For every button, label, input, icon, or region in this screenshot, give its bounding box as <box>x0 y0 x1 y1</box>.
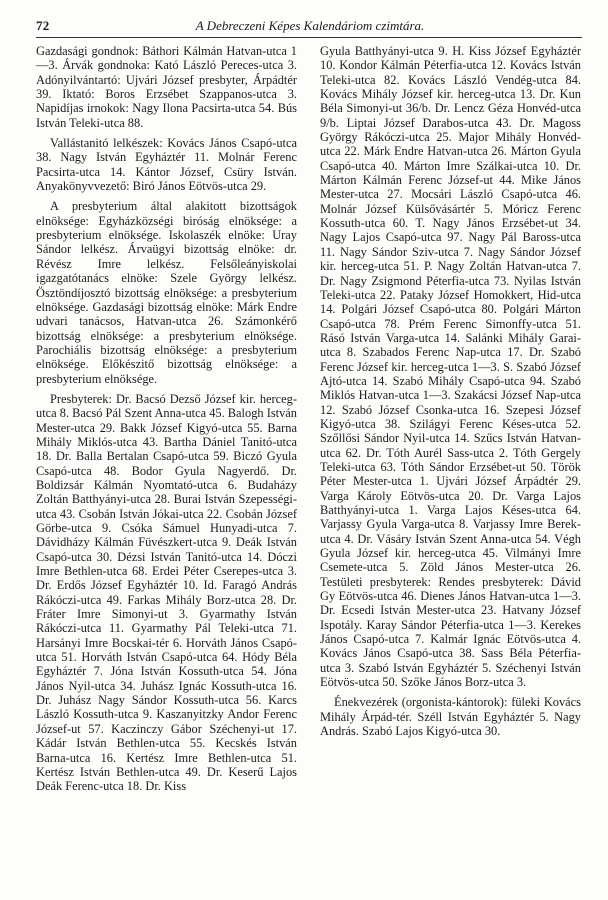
left-column <box>36 44 297 794</box>
paragraph-cantors: Énekvezérek (orgonista-kántorok): füleki Kovács Mihály Árpád-tér. Széll István Egyháztér 5. Nagy András. Szabó Lajos Kigyó-utca 30. <box>320 695 581 739</box>
right-column <box>320 44 581 739</box>
running-title: A Debreczeni Képes Kalendáriom czimtára. <box>195 18 425 33</box>
page-header <box>36 18 584 36</box>
paragraph-teaching-ministers: Vallástanitó lelkészek: Kovács János Csapó-utca 38. Nagy István Egyháztér 11. Molnár Ferenc Pacsirta-utca 14. Kántor József, Csüry István. Anyakönyvvezető: Biró János Eötvös-utca 29. <box>36 136 297 194</box>
page-number: 72 <box>36 18 50 33</box>
paragraph-presbyters-continued: Gyula Batthyányi-utca 9. H. Kiss József Egyháztér 10. Kondor Kálmán Péterfia-utca 12. Kovács István Teleki-utca 82. Kovács László Vendég-utca 84. Kovács Mihály József kir. herceg-utca 13. Dr. Kun Béla Simonyi-ut 36/b. Dr. Lencz Géza Honvéd-utca 9/b. Liptai József Darabos-utca 43. Dr. Magoss György Rákóczi-utca 25. Major Mihály Honvéd-utca 22. Márk Endre Hatvan-utca 26. Márton Gyula Csapó-utca 40. Márton Imre Szálkai-utca 10. Dr. Márton Kálmán Ferenc József-ut 44. Mike János Mester-utca 27. Mocsári László Csapó-utca 46. Molnár József Külsővásártér 5. Móricz Ferenc Kossuth-utca 60. T. Nagy János Erzsébet-ut 34. Nagy Lajos Csapó-utca 97. Nagy Pál Baross-utca 11. Nagy Sándor Sziv-utca 7. Nagy Sándor József kir. herceg-utca 51. P. Nagy Zoltán Hatvan-utca 7. Dr. Nagy Zsigmond Péterfia-utca 73. Nyilas István Teleki-utca 22. Pataky József Homokkert, Hid-utca 14. Polgári József Csapó-utca 80. Polgári Márton Csapó-utca 78. Prém Ferenc Simonffy-utca 51. Rásó István Varga-utca 14. Salánki Mihály Garai-utca 8. Szabados Ferenc Nap-utca 17. Dr. Szabó Ferenc József kir. herceg-utca 1—3. S. Szabó József Ajtó-utca 14. Szabó Mihály Csapó-utca 94. Szabó Miklós Hatvan-utca 1—3. Szakácsi József Nap-utca 12. Szabó József Csonka-utca 16. Szepesi József Kigyó-utca 38. Szilágyi Ferenc Késes-utca 52. Szőllősi Sándor Nyil-utca 14. Szűcs István Hatvan-utca 62. Dr. Tóth Aurél Sass-utca 2. Tóth Gergely Teleki-utca 63. Tóth Sándor Erzsébet-ut 50. Török Péter Mester-utca 1. Ujvári József Árpádtér 29. Varga Károly Eötvös-utca 20. Dr. Varga Lajos Batthyányi-utca 1. Varga Lajos Késes-utca 64. Varjassy Gyula Varga-utca 8. Varjassy Imre Berek-utca 4. Dr. Vásáry István Szent Anna-utca 54. Végh Gyula József kir. herceg-utca 45. Vilmányi Imre Csemete-utca 5. Zöld János Mester-utca 26. Testületi presbyterek: Rendes presbyterek: Dávid Gy Eötvös-utca 46. Dienes János Hatvan-utca 1—3. Dr. Ecsedi István Mester-utca 23. Hatvany József Ispotály. Karay Sándor Péterfia-utca 1—3. Kerekes János Csapó-utca 7. Kalmár Ignác Eötvös-utca 4. Kovács János Csapó-utca 38. Sass Béla Péterfia-utca 3. Szabó István Egyháztér 5. Széchenyi István Eötvös-utca 50. Szőke János Borz-utca 3. <box>320 44 581 690</box>
paragraph-officials: Gazdasági gondnok: Báthori Kálmán Hatvan-utca 1—3. Árvák gondnoka: Kató László Pereces-utca 3. Adónyilvántartó: Ujvári József presbyter, Árpádtér 39. Iktató: Boros Erzsébet Szappanos-utca 3. Napidíjas irnokok: Nagy Ilona Pacsirta-utca 54. Bús István Teleki-utca 88. <box>36 44 297 130</box>
paragraph-committees: A presbyterium által alakitott bizottságok elnöksége: Egyházközségi biróság elnöksége: a presbyterium elnöksége. Iskolaszék elnöke: Uray Sándor lelkész. Árvaügyi bizottság elnöke: dr. Révész Imre lelkész. Felsőleányiskolai igazgatótanács elnöke: Szele György lelkész. Ösztöndíjosztó bizottság elnöksége: a presbyterium elnöksége. Gazdasági bizottság elnöke: Márk Endre udvari tanácsos, Hatvan-utca 26. Számonkérő bizottság elnöksége: a presbyterium elnöksége. Parochiális bizottság elnöksége: a presbyterium elnöksége. Előkészitő bizottság elnöksége: a presbyterium elnöksége. <box>36 199 297 386</box>
header-rule <box>36 37 582 38</box>
paragraph-presbyters: Presbyterek: Dr. Bacsó Dezső József kir. herceg-utca 8. Bacsó Pál Szent Anna-utca 45. Balogh István Mester-utca 29. Bakk József Kigyó-utca 55. Barna Mihály Miklós-utca 43. Bartha Dániel Tanitó-utca 18. Dr. Balla Bertalan Csapó-utca 59. Biczó Gyula Csapó-utca 48. Bodor Gyula Nagyerdő. Dr. Boldizsár Kálmán Nyomtató-utca 6. Budaházy Zoltán Batthyányi-utca 28. Burai István Szepességi-utca 43. Csobán István Jókai-utca 22. Csobán József Görbe-utca 9. Csóka Sámuel Hunyadi-utca 7. Dávidházy Kálmán Füvészkert-utca 9. Deák István Csapó-utca 30. Dézsi István Tanitó-utca 14. Dóczi Imre Bethlen-utca 68. Erdei Péter Cserepes-utca 3. Dr. Erdős József Egyháztér 10. Id. Faragó András Rákóczi-utca 49. Farkas Mihály Borz-utca 28. Dr. Fráter Imre Simonyi-ut 3. Gyarmathy István Rákóczi-utca 11. Gyarmathy Pál Teleki-utca 71. Harsányi Imre Bocskai-tér 6. Horváth János Csapó-utca 51. Horváth István Csapó-utca 64. Hódy Béla Egyháztér 7. Jóna István Kossuth-utca 54. Jóna János Nyil-utca 34. Juhász Ignác Kossuth-utca 16. Dr. Juhász Nagy Sándor Kossuth-utca 56. Karcs László Kossuth-utca 9. Kaszanyitzky Andor Ferenc József-ut 57. Kaczinczy Gábor Széchenyi-ut 17. Kádár István Bethlen-utca 55. Kecskés István Barna-utca 16. Kertész Imre Bethlen-utca 51. Kertész István Bethlen-utca 49. Dr. Keserű Lajos Deák Ferenc-utca 18. Dr. Kiss <box>36 391 297 794</box>
